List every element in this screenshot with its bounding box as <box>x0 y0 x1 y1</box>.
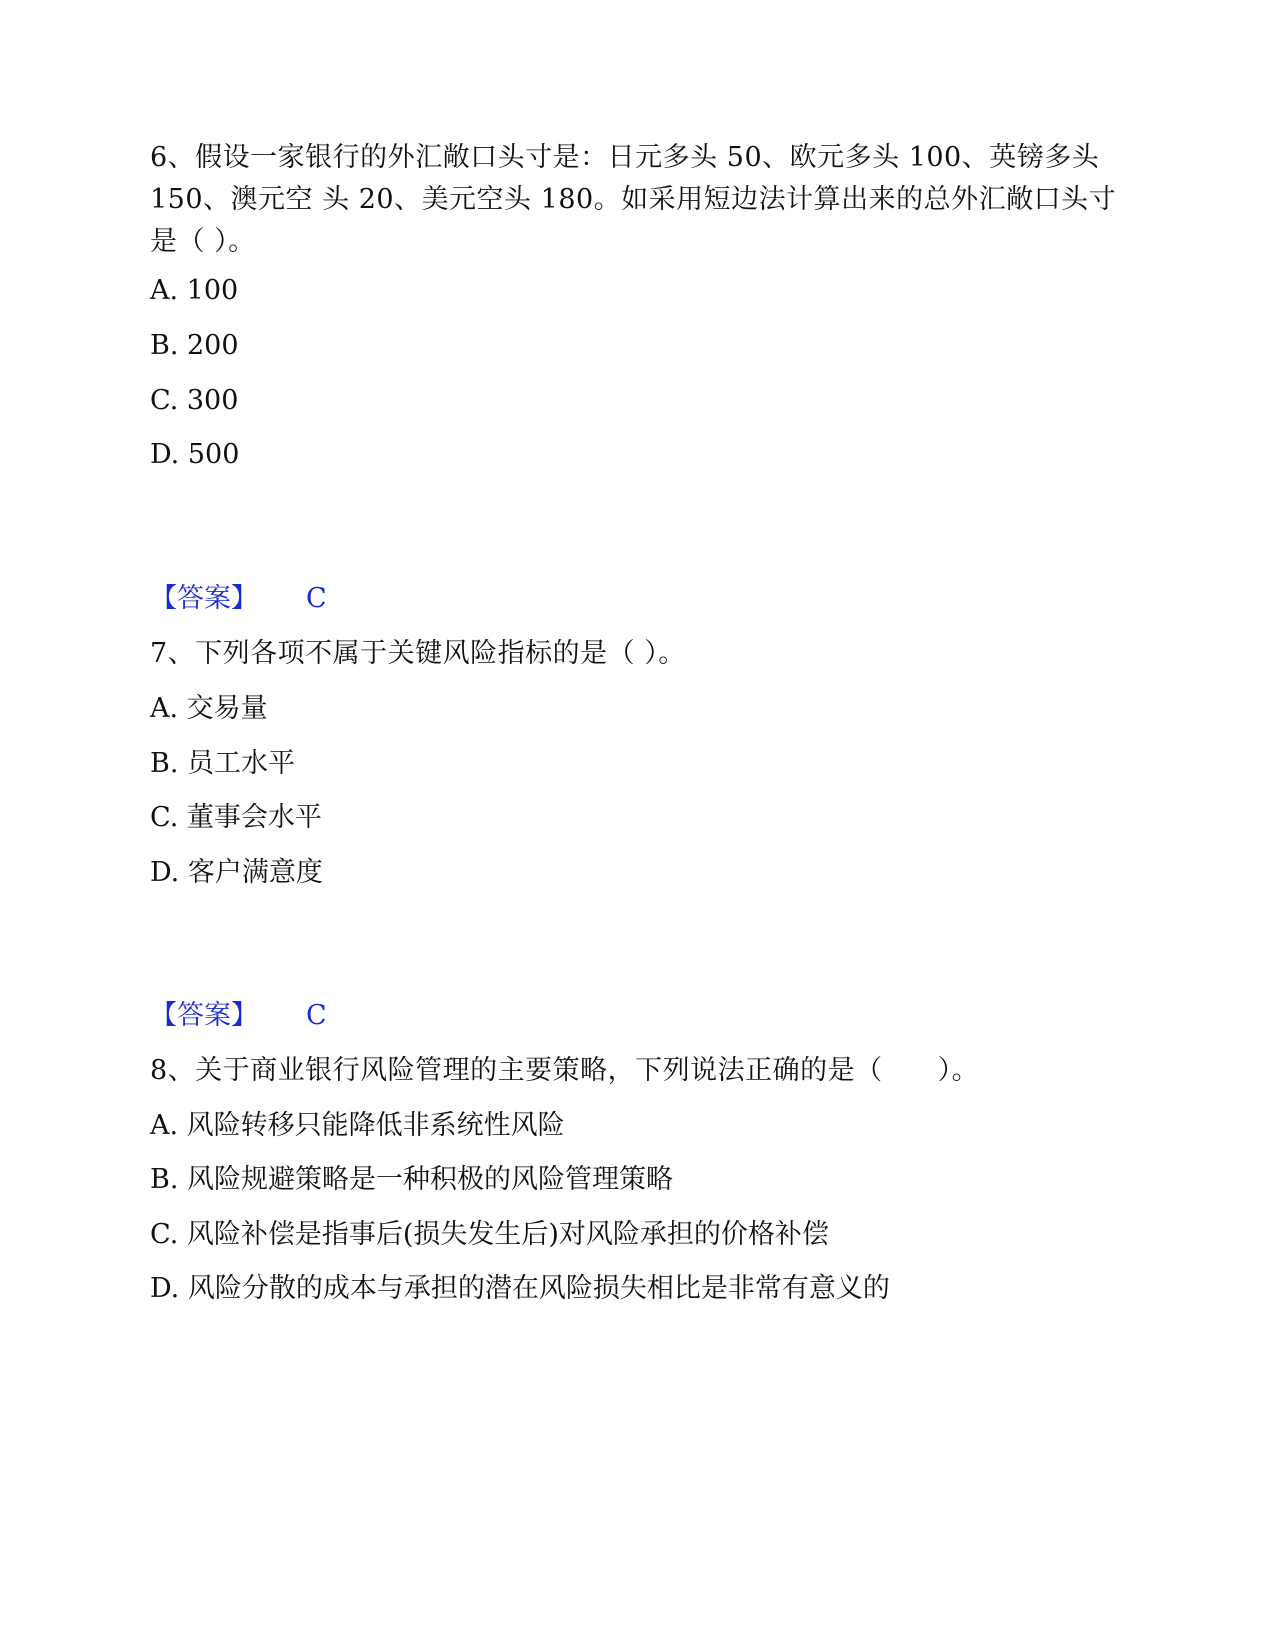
option-a: A. 交易量 <box>150 693 268 724</box>
answer-label: 【答案】 <box>150 583 258 614</box>
option-b: B. 风险规避策略是一种积极的风险管理策略 <box>150 1164 674 1195</box>
answer-label: 【答案】 <box>150 1000 258 1031</box>
option-c: C. 300 <box>150 385 239 416</box>
question-7 <box>150 633 1130 675</box>
option-a: A. 风险转移只能降低非系统性风险 <box>150 1110 565 1141</box>
option-c: C. 风险补偿是指事后(损失发生后)对风险承担的价格补偿 <box>150 1219 829 1250</box>
answer-7 <box>150 995 327 1037</box>
answer-value: C <box>306 583 327 614</box>
question-stem: 7、下列各项不属于关键风险指标的是（ ）。 <box>150 638 686 669</box>
option-a: A. 100 <box>150 275 239 306</box>
option-d: D. 风险分散的成本与承担的潜在风险损失相比是非常有意义的 <box>150 1273 890 1304</box>
question-8 <box>150 1050 1130 1092</box>
option-d: D. 客户满意度 <box>150 857 323 888</box>
option-b: B. 200 <box>150 330 239 361</box>
option-b: B. 员工水平 <box>150 748 296 779</box>
answer-6 <box>150 578 327 620</box>
answer-value: C <box>306 1000 327 1031</box>
question-stem: 8、关于商业银行风险管理的主要策略，下列说法正确的是（ ）。 <box>150 1055 980 1086</box>
question-stem: 6、假设一家银行的外汇敞口头寸是：日元多头 50、欧元多头 100、英镑多头 150、澳元空 头 20、美元空头 180。如采用短边法计算出来的总外汇敞口头寸是（ ）。 <box>150 142 1117 257</box>
option-c: C. 董事会水平 <box>150 802 322 833</box>
option-d: D. 500 <box>150 439 240 470</box>
question-6 <box>150 137 1130 263</box>
